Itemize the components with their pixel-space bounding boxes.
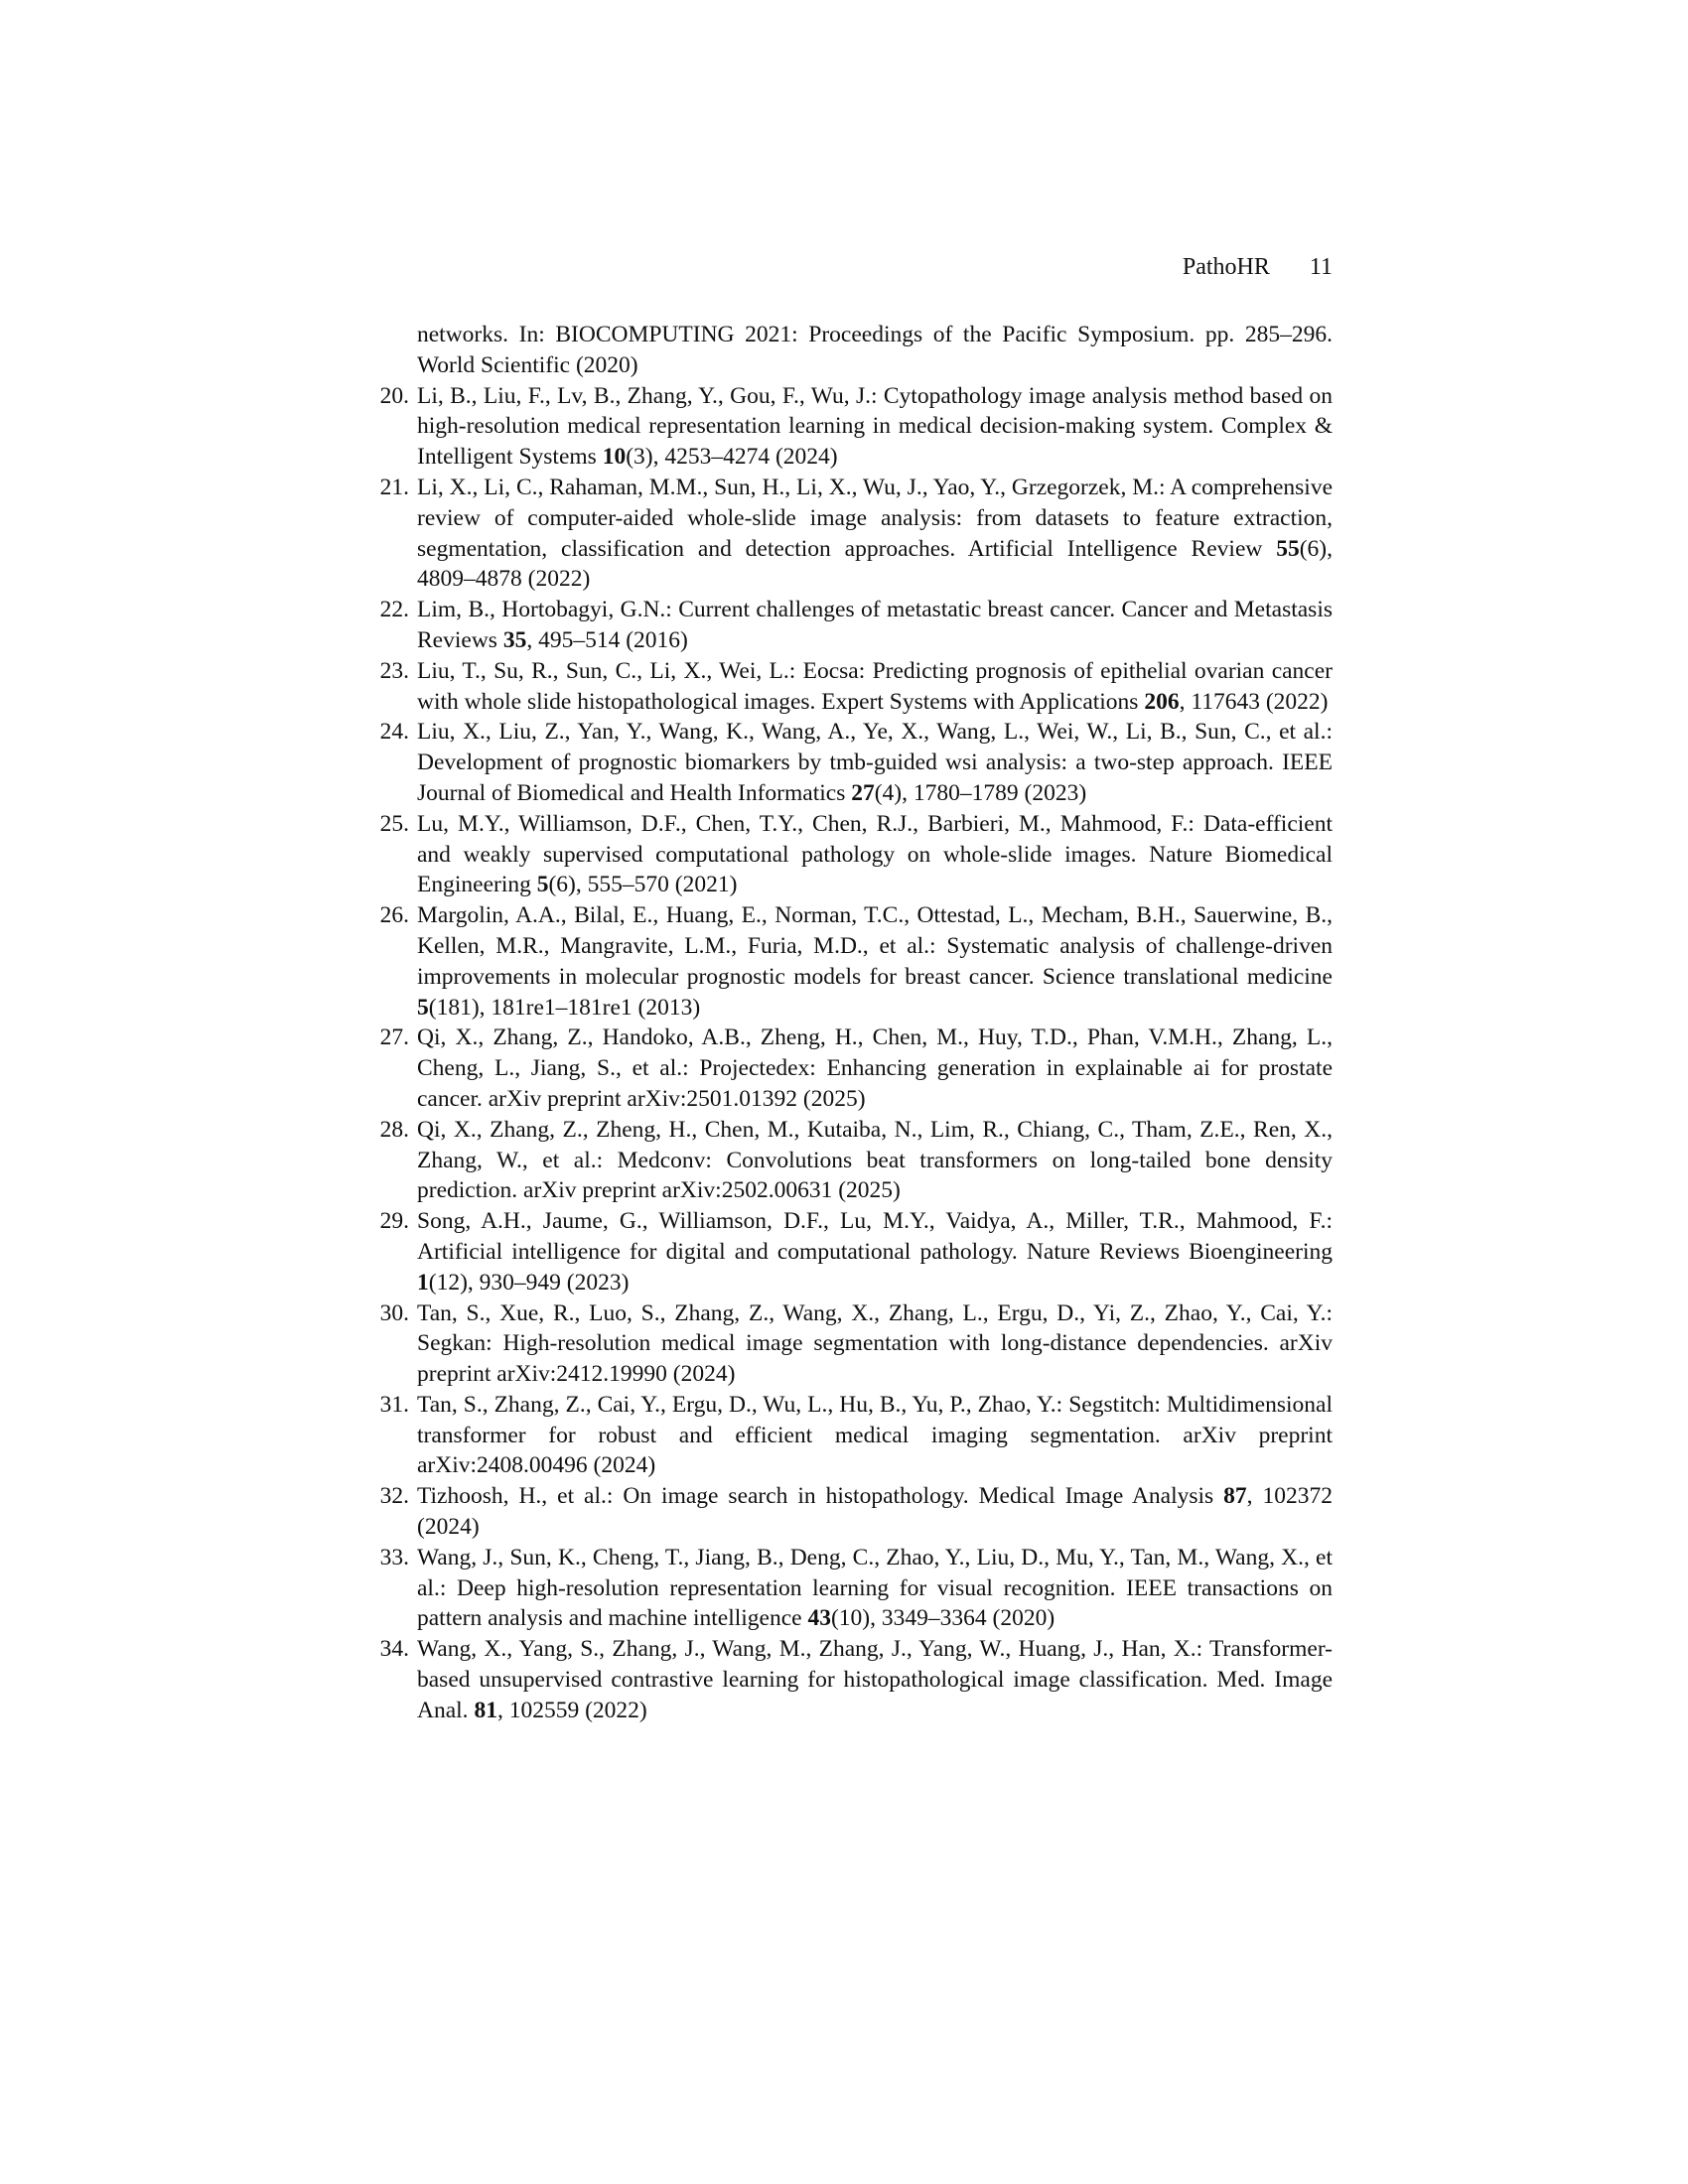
reference-text-tail: (4), 1780–1789 (2023) bbox=[874, 779, 1087, 806]
reference-volume: 35 bbox=[502, 626, 527, 653]
reference-item-20 bbox=[373, 381, 1333, 473]
reference-item-32 bbox=[373, 1481, 1333, 1543]
reference-item-27 bbox=[373, 1023, 1333, 1114]
reference-volume: 55 bbox=[1276, 535, 1300, 562]
reference-text-tail: (3), 4253–4274 (2024) bbox=[626, 444, 838, 471]
reference-text: Lu, M.Y., Williamson, D.F., Chen, T.Y., Chen, R.J., Barbieri, M., Mahmood, F.: Data-efficient and weakly supervised computational pathology on whole-slide images. Nature Biomedical Engineering bbox=[417, 810, 1333, 898]
reference-text: Margolin, A.A., Bilal, E., Huang, E., Norman, T.C., Ottestad, L., Mecham, B.H., Sauerwine, B., Kellen, M.R., Mangravite, L.M., Furia, M.D., et al.: Systematic analysis of challenge-driven improvements in molecular prognostic models for breast cancer. Science translational medicine bbox=[417, 902, 1333, 990]
reference-item-25 bbox=[373, 809, 1333, 900]
reference-item-28 bbox=[373, 1115, 1333, 1206]
reference-item-21 bbox=[373, 473, 1333, 595]
reference-number: 27. bbox=[379, 1024, 409, 1051]
reference-list bbox=[373, 320, 1333, 1726]
reference-text: networks. In: BIOCOMPUTING 2021: Proceedings of the Pacific Symposium. pp. 285–296. World Scientific (2020) bbox=[417, 322, 1333, 378]
reference-item-31 bbox=[373, 1390, 1333, 1481]
reference-text: Song, A.H., Jaume, G., Williamson, D.F., Lu, M.Y., Vaidya, A., Miller, T.R., Mahmood, F.: Artificial intelligence for digital and computational pathology. Nature Reviews Bioengineering bbox=[417, 1208, 1333, 1265]
reference-number: 23. bbox=[379, 657, 409, 684]
reference-volume: 27 bbox=[851, 779, 875, 806]
reference-text: Li, B., Liu, F., Lv, B., Zhang, Y., Gou, F., Wu, J.: Cytopathology image analysis method based on high-resolution medical representation learning in medical decision-making system. Complex & Intelligent Systems bbox=[417, 382, 1333, 471]
reference-number: 28. bbox=[379, 1116, 409, 1143]
reference-volume: 206 bbox=[1144, 688, 1180, 715]
reference-number: 32. bbox=[379, 1483, 409, 1510]
reference-text: Lim, B., Hortobagyi, G.N.: Current challenges of metastatic breast cancer. Cancer and Metastasis Reviews bbox=[417, 597, 1333, 653]
reference-item-26 bbox=[373, 900, 1333, 1023]
reference-text-tail: (12), 930–949 (2023) bbox=[428, 1269, 630, 1296]
reference-number: 25. bbox=[379, 810, 409, 837]
reference-volume: 81 bbox=[474, 1697, 497, 1723]
reference-volume: 5 bbox=[417, 994, 429, 1021]
reference-item-29 bbox=[373, 1206, 1333, 1297]
reference-item-23 bbox=[373, 656, 1333, 718]
reference-text-tail: (6), 555–570 (2021) bbox=[548, 872, 738, 898]
reference-volume: 5 bbox=[536, 872, 549, 898]
reference-number: 24. bbox=[379, 719, 409, 746]
reference-text: Qi, X., Zhang, Z., Handoko, A.B., Zheng, H., Chen, M., Huy, T.D., Phan, V.M.H., Zhang, L., Cheng, L., Jiang, S., et al.: Projectedex: Enhancing generation in explainable ai for prostate cancer. arXiv preprint arXiv:2501.01392 (2025) bbox=[417, 1024, 1333, 1112]
reference-text: Liu, T., Su, R., Sun, C., Li, X., Wei, L.: Eocsa: Predicting prognosis of epithelial ovarian cancer with whole slide histopathological images. Expert Systems with Applications bbox=[417, 657, 1333, 715]
reference-text: Tizhoosh, H., et al.: On image search in histopathology. Medical Image Analysis bbox=[417, 1483, 1224, 1510]
reference-text-tail: , 117643 (2022) bbox=[1179, 688, 1329, 715]
reference-text: Tan, S., Xue, R., Luo, S., Zhang, Z., Wang, X., Zhang, L., Ergu, D., Yi, Z., Zhao, Y., Cai, Y.: Segkan: High-resolution medical image segmentation with long-distance dependencies. arXiv preprint arXiv:2412.19990 (2024) bbox=[417, 1299, 1333, 1388]
reference-number: 20. bbox=[379, 382, 409, 409]
reference-number: 22. bbox=[379, 597, 409, 623]
reference-number: 31. bbox=[379, 1391, 409, 1418]
reference-text-tail: , 102372 (2024) bbox=[417, 1483, 1333, 1541]
running-title: PathoHR bbox=[1182, 254, 1270, 280]
running-head bbox=[1183, 252, 1333, 282]
reference-text-tail: (181), 181re1–181re1 (2013) bbox=[428, 994, 701, 1021]
reference-number: 34. bbox=[379, 1636, 409, 1663]
reference-item-30 bbox=[373, 1298, 1333, 1390]
reference-number: 21. bbox=[379, 474, 409, 500]
reference-text: Liu, X., Liu, Z., Yan, Y., Wang, K., Wang, A., Ye, X., Wang, L., Wei, W., Li, B., Sun, C., et al.: Development of prognostic biomarkers by tmb-guided wsi analysis: a two-step approach. IEEE Journal of Biomedical and Health Informatics bbox=[417, 719, 1333, 806]
reference-number: 29. bbox=[379, 1208, 409, 1235]
reference-volume: 1 bbox=[417, 1269, 429, 1296]
page-number: 11 bbox=[1309, 254, 1333, 280]
reference-number: 26. bbox=[379, 902, 409, 929]
reference-volume: 43 bbox=[807, 1605, 831, 1632]
reference-text: Wang, J., Sun, K., Cheng, T., Jiang, B., Deng, C., Zhao, Y., Liu, D., Mu, Y., Tan, M., Wang, X., et al.: Deep high-resolution representation learning for visual recognition. IEEE transactions on pattern analysis and machine intelligence bbox=[417, 1544, 1333, 1632]
reference-volume: 87 bbox=[1223, 1483, 1247, 1510]
reference-continuation bbox=[373, 320, 1333, 381]
reference-text: Wang, X., Yang, S., Zhang, J., Wang, M., Zhang, J., Yang, W., Huang, J., Han, X.: Transformer-based unsupervised contrastive learning for histopathological image classification. Med. Image Anal. bbox=[417, 1636, 1333, 1723]
reference-text-tail: (10), 3349–3364 (2020) bbox=[830, 1605, 1055, 1632]
reference-item-34 bbox=[373, 1634, 1333, 1725]
reference-text-tail: , 102559 (2022) bbox=[496, 1697, 647, 1723]
reference-text: Tan, S., Zhang, Z., Cai, Y., Ergu, D., Wu, L., Hu, B., Yu, P., Zhao, Y.: Segstitch: Multidimensional transformer for robust and efficient medical imaging segmentation. arXiv preprint arXiv:2408.00496 (2024) bbox=[417, 1391, 1333, 1479]
reference-text-tail: , 495–514 (2016) bbox=[526, 626, 688, 653]
reference-text: Qi, X., Zhang, Z., Zheng, H., Chen, M., Kutaiba, N., Lim, R., Chiang, C., Tham, Z.E., Ren, X., Zhang, W., et al.: Medconv: Convolutions beat transformers on long-tailed bone density prediction. arXiv preprint arXiv:2502.00631 (2025) bbox=[417, 1116, 1333, 1204]
reference-number: 33. bbox=[379, 1544, 409, 1570]
reference-text: Li, X., Li, C., Rahaman, M.M., Sun, H., Li, X., Wu, J., Yao, Y., Grzegorzek, M.: A comprehensive review of computer-aided whole-slide image analysis: from datasets to feature extraction, segmentation, classification and detection approaches. Artificial Intelligence Review bbox=[417, 474, 1333, 562]
reference-text-tail: (6), 4809–4878 (2022) bbox=[417, 535, 1333, 593]
reference-volume: 10 bbox=[602, 444, 627, 471]
reference-item-33 bbox=[373, 1543, 1333, 1634]
reference-item-22 bbox=[373, 595, 1333, 656]
reference-item-24 bbox=[373, 717, 1333, 808]
reference-number: 30. bbox=[379, 1299, 409, 1326]
